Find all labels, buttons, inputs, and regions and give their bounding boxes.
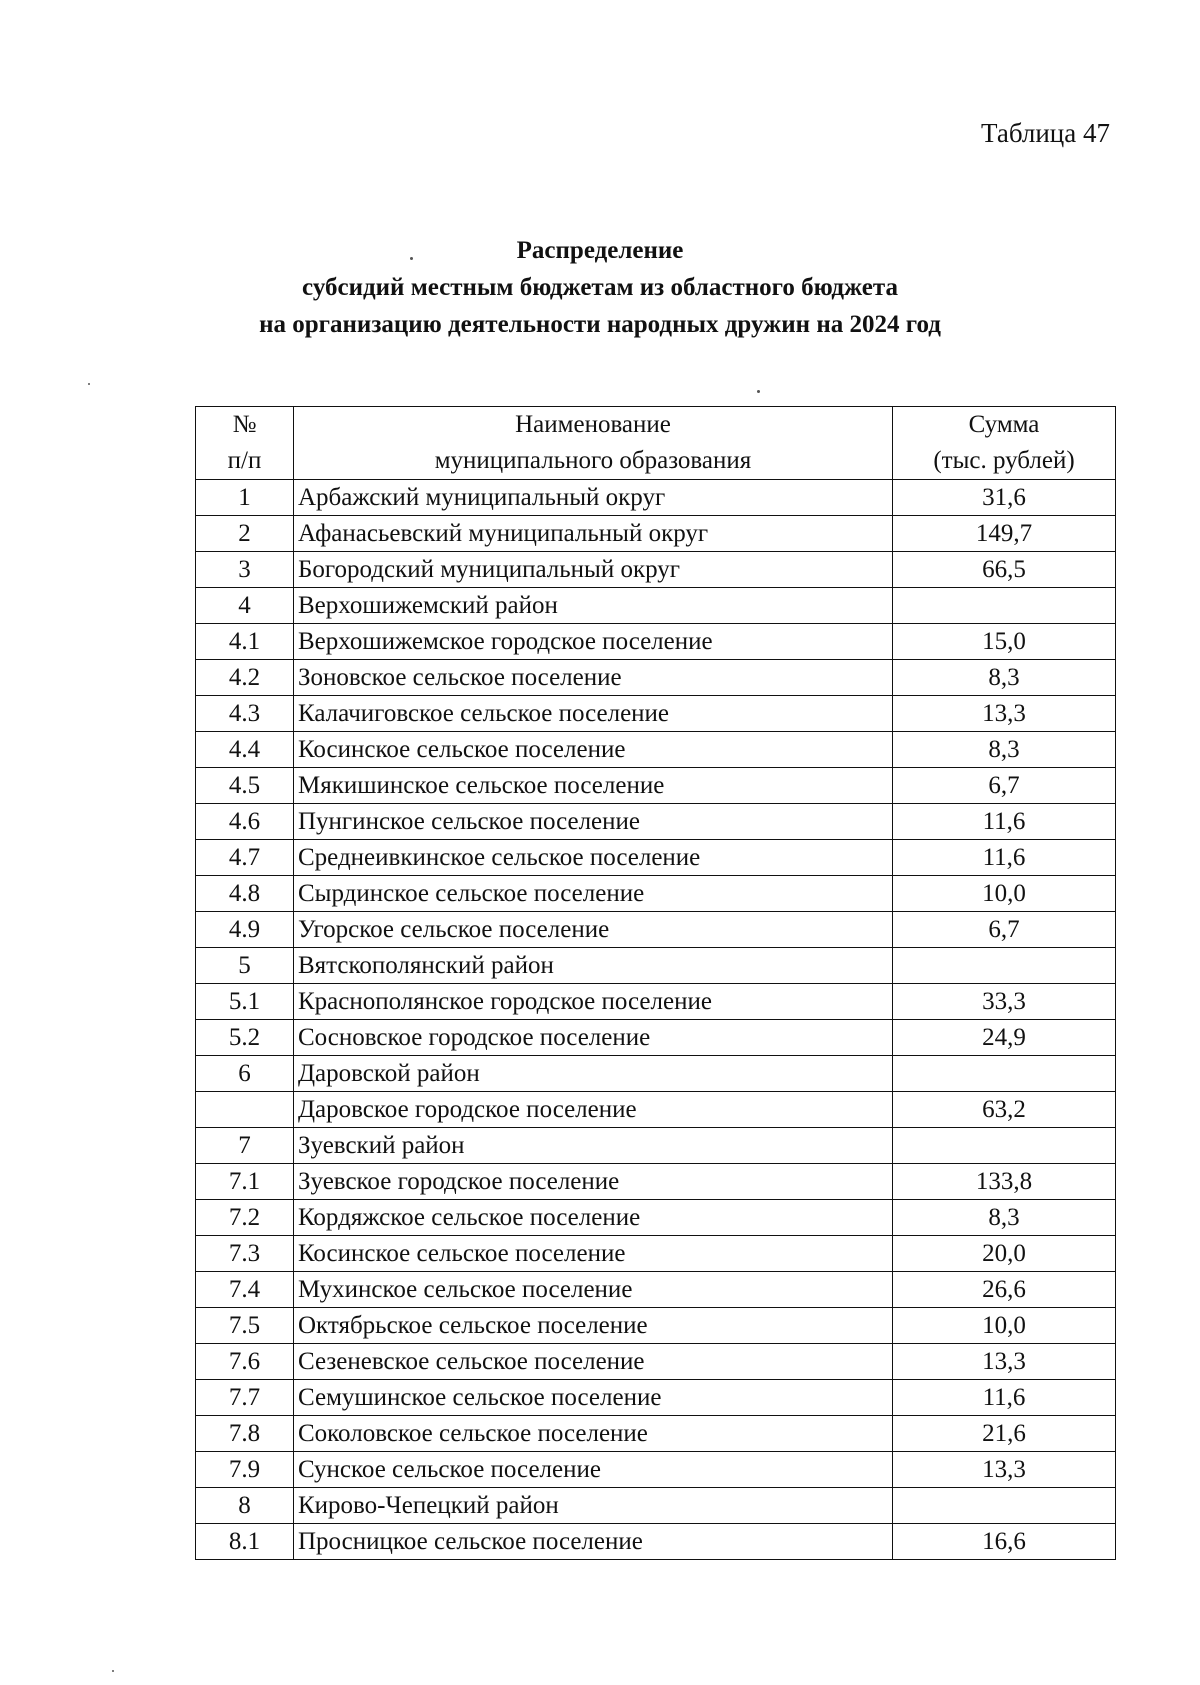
- table-row: [196, 552, 1116, 588]
- row-sum-cell: 24,9: [893, 1020, 1116, 1056]
- row-sum-cell: [893, 948, 1116, 984]
- row-number-cell: 4.9: [196, 912, 294, 948]
- table-row: [196, 1236, 1116, 1272]
- table-row: [196, 480, 1116, 516]
- row-number-cell: 5.2: [196, 1020, 294, 1056]
- table-row: [196, 804, 1116, 840]
- row-sum-cell: 11,6: [893, 804, 1116, 840]
- row-name-cell: Сырдинское сельское поселение: [294, 876, 893, 912]
- row-number-cell: 7.6: [196, 1344, 294, 1380]
- row-number-cell: 4.8: [196, 876, 294, 912]
- row-sum-cell: [893, 1488, 1116, 1524]
- row-name-cell: Мякишинское сельское поселение: [294, 768, 893, 804]
- row-sum-cell: 8,3: [893, 1200, 1116, 1236]
- table-row: [196, 948, 1116, 984]
- row-sum-cell: 26,6: [893, 1272, 1116, 1308]
- header-sum-line-2: (тыс. рублей): [933, 447, 1075, 474]
- row-name-cell: Арбажский муниципальный округ: [294, 480, 893, 516]
- table-row: [196, 1380, 1116, 1416]
- row-name-cell: Зуевское городское поселение: [294, 1164, 893, 1200]
- row-name-cell: Калачиговское сельское поселение: [294, 696, 893, 732]
- row-name-cell: Сезеневское сельское поселение: [294, 1344, 893, 1380]
- row-name-cell: Соколовское сельское поселение: [294, 1416, 893, 1452]
- row-sum-cell: 10,0: [893, 1308, 1116, 1344]
- row-number-cell: 5: [196, 948, 294, 984]
- row-number-cell: 6: [196, 1056, 294, 1092]
- subsidy-distribution-table: [195, 406, 1116, 1560]
- table-row: [196, 768, 1116, 804]
- row-sum-cell: 15,0: [893, 624, 1116, 660]
- row-number-cell: 4.6: [196, 804, 294, 840]
- row-name-cell: Верхошижемское городское поселение: [294, 624, 893, 660]
- row-number-cell: 5.1: [196, 984, 294, 1020]
- row-name-cell: Краснополянское городское поселение: [294, 984, 893, 1020]
- table-row: [196, 1164, 1116, 1200]
- row-name-cell: Вятскополянский район: [294, 948, 893, 984]
- table-row: [196, 1056, 1116, 1092]
- row-number-cell: 7.7: [196, 1380, 294, 1416]
- row-name-cell: Октябрьское сельское поселение: [294, 1308, 893, 1344]
- table-row: [196, 1092, 1116, 1128]
- table-header: [196, 407, 1116, 480]
- table-row: [196, 912, 1116, 948]
- row-number-cell: 4.5: [196, 768, 294, 804]
- row-name-cell: Даровское городское поселение: [294, 1092, 893, 1128]
- row-name-cell: Кирово-Чепецкий район: [294, 1488, 893, 1524]
- row-number-cell: 4.1: [196, 624, 294, 660]
- table-row: [196, 1128, 1116, 1164]
- row-name-cell: Косинское сельское поселение: [294, 732, 893, 768]
- header-number-line-1: №: [232, 411, 257, 438]
- row-number-cell: 4.7: [196, 840, 294, 876]
- header-name-line-1: Наименование: [515, 411, 671, 438]
- title-line-3: на организацию деятельности народных дружин на 2024 год: [259, 311, 941, 338]
- table-row: [196, 1524, 1116, 1560]
- table-row: [196, 1416, 1116, 1452]
- table-row: [196, 1200, 1116, 1236]
- row-name-cell: Верхошижемский район: [294, 588, 893, 624]
- row-sum-cell: 16,6: [893, 1524, 1116, 1560]
- row-name-cell: Кордяжское сельское поселение: [294, 1200, 893, 1236]
- scan-speck: [112, 1670, 114, 1672]
- row-sum-cell: 133,8: [893, 1164, 1116, 1200]
- row-name-cell: Пунгинское сельское поселение: [294, 804, 893, 840]
- table-row: [196, 696, 1116, 732]
- header-name-line-2: муниципального образования: [434, 447, 752, 474]
- row-sum-cell: 11,6: [893, 840, 1116, 876]
- row-number-cell: 1: [196, 480, 294, 516]
- row-name-cell: Зуевский район: [294, 1128, 893, 1164]
- table-row: [196, 1344, 1116, 1380]
- table-row: [196, 588, 1116, 624]
- table-row: [196, 660, 1116, 696]
- row-sum-cell: 13,3: [893, 696, 1116, 732]
- table-row: [196, 840, 1116, 876]
- scan-speck: [757, 390, 760, 393]
- table-row: [196, 1488, 1116, 1524]
- table-row: [196, 984, 1116, 1020]
- row-number-cell: 3: [196, 552, 294, 588]
- row-name-cell: Просницкое сельское поселение: [294, 1524, 893, 1560]
- row-sum-cell: 21,6: [893, 1416, 1116, 1452]
- title-line-1: Распределение: [516, 237, 684, 264]
- table-row: [196, 1308, 1116, 1344]
- row-sum-cell: 13,3: [893, 1452, 1116, 1488]
- row-sum-cell: 8,3: [893, 732, 1116, 768]
- row-name-cell: Сунское сельское поселение: [294, 1452, 893, 1488]
- header-row: [196, 407, 1116, 480]
- row-number-cell: 2: [196, 516, 294, 552]
- row-sum-cell: 31,6: [893, 480, 1116, 516]
- row-sum-cell: 66,5: [893, 552, 1116, 588]
- table-row: [196, 516, 1116, 552]
- header-sum: [893, 407, 1116, 480]
- row-number-cell: 4.3: [196, 696, 294, 732]
- row-sum-cell: 20,0: [893, 1236, 1116, 1272]
- row-sum-cell: 149,7: [893, 516, 1116, 552]
- row-sum-cell: 33,3: [893, 984, 1116, 1020]
- scan-speck: [88, 383, 90, 385]
- table-number-label: Таблица 47: [981, 118, 1110, 148]
- row-number-cell: 7.1: [196, 1164, 294, 1200]
- row-sum-cell: [893, 1128, 1116, 1164]
- row-number-cell: 4.2: [196, 660, 294, 696]
- row-name-cell: Угорское сельское поселение: [294, 912, 893, 948]
- row-name-cell: Среднеивкинское сельское поселение: [294, 840, 893, 876]
- row-name-cell: Зоновское сельское поселение: [294, 660, 893, 696]
- row-name-cell: Даровской район: [294, 1056, 893, 1092]
- row-name-cell: Афанасьевский муниципальный округ: [294, 516, 893, 552]
- table-row: [196, 732, 1116, 768]
- header-sum-line-1: Сумма: [968, 411, 1040, 438]
- row-number-cell: 7: [196, 1128, 294, 1164]
- table-row: [196, 624, 1116, 660]
- title-line-2: субсидий местным бюджетам из областного бюджета: [302, 274, 898, 301]
- table-row: [196, 1272, 1116, 1308]
- row-number-cell: 7.9: [196, 1452, 294, 1488]
- row-sum-cell: 11,6: [893, 1380, 1116, 1416]
- row-number-cell: 7.4: [196, 1272, 294, 1308]
- row-name-cell: Косинское сельское поселение: [294, 1236, 893, 1272]
- table-body: [196, 480, 1116, 1560]
- row-sum-cell: 8,3: [893, 660, 1116, 696]
- header-number: [196, 407, 294, 480]
- row-name-cell: Богородский муниципальный округ: [294, 552, 893, 588]
- row-number-cell: 7.8: [196, 1416, 294, 1452]
- header-number-line-2: п/п: [227, 447, 262, 474]
- row-number-cell: 8.1: [196, 1524, 294, 1560]
- row-number-cell: 7.5: [196, 1308, 294, 1344]
- row-sum-cell: 6,7: [893, 768, 1116, 804]
- row-sum-cell: 13,3: [893, 1344, 1116, 1380]
- row-number-cell: 7.2: [196, 1200, 294, 1236]
- table-row: [196, 1452, 1116, 1488]
- row-sum-cell: 10,0: [893, 876, 1116, 912]
- row-number-cell: [196, 1092, 294, 1128]
- row-sum-cell: 6,7: [893, 912, 1116, 948]
- row-name-cell: Мухинское сельское поселение: [294, 1272, 893, 1308]
- row-number-cell: 4: [196, 588, 294, 624]
- row-name-cell: Сосновское городское поселение: [294, 1020, 893, 1056]
- header-name: [294, 407, 893, 480]
- table-row: [196, 1020, 1116, 1056]
- row-number-cell: 8: [196, 1488, 294, 1524]
- document-title: [0, 232, 1200, 343]
- row-sum-cell: [893, 588, 1116, 624]
- row-number-cell: 7.3: [196, 1236, 294, 1272]
- row-name-cell: Семушинское сельское поселение: [294, 1380, 893, 1416]
- row-number-cell: 4.4: [196, 732, 294, 768]
- row-sum-cell: 63,2: [893, 1092, 1116, 1128]
- row-sum-cell: [893, 1056, 1116, 1092]
- table-row: [196, 876, 1116, 912]
